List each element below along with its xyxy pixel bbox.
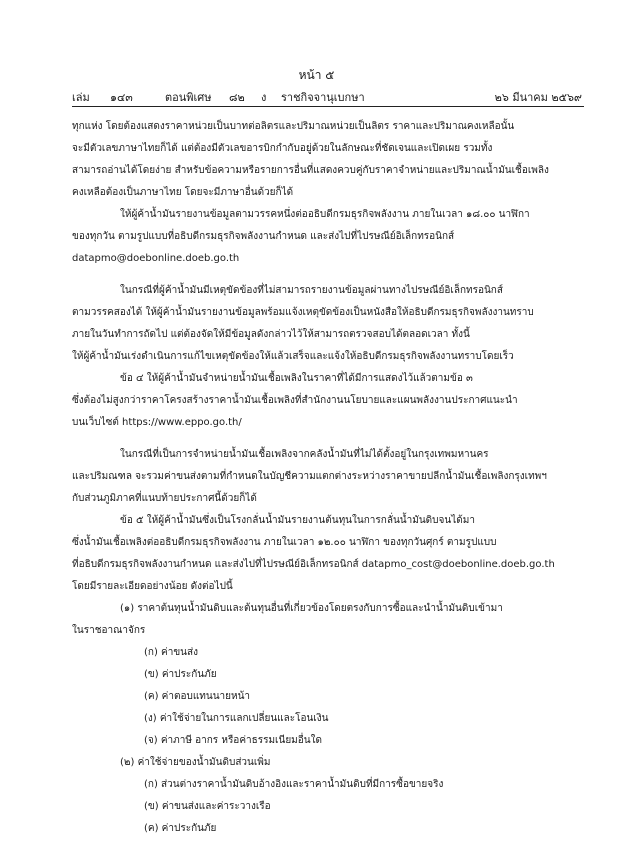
document-body xyxy=(72,116,584,840)
paragraph xyxy=(72,116,584,204)
text-line: สามารถอ่านได้โดยง่าย สำหรับข้อความหรือรายการอื่นที่แสดงควบคู่กับราคาจำหน่ายและปริมาณน้ำมันเชื้อเพลิง xyxy=(72,165,549,176)
paragraph xyxy=(72,204,584,270)
volume-number: ๑๔๓ xyxy=(110,91,133,104)
text-line: คงเหลือต้องเป็นภาษาไทย โดยจะมีภาษาอื่นด้วยก็ได้ xyxy=(72,187,294,198)
list-item: (ข) ค่าประกันภัย xyxy=(144,669,217,680)
text-line: และปริมณฑล จะรวมค่าขนส่งตามที่กำหนดในบัญชีความแตกต่างระหว่างราคาขายปลีกน้ำมันเชื้อเพลิงกรุงเทพฯ xyxy=(72,471,547,482)
text-line: ในกรณีที่เป็นการจำหน่ายน้ำมันเชื้อเพลิงจากคลังน้ำมันที่ไม่ได้ตั้งอยู่ในกรุงเทพมหานคร xyxy=(120,449,489,460)
paragraph xyxy=(72,510,584,598)
list-item: (จ) ค่าภาษี อากร หรือค่าธรรมเนียมอื่นใด xyxy=(144,735,322,746)
text-line: ทุกแห่ง โดยต้องแสดงราคาหน่วยเป็นบาทต่อลิตรและปริมาณหน่วยเป็นลิตร ราคาและปริมาณคงเหลือนั้น xyxy=(72,121,515,132)
list-heading: (๒) ค่าใช้จ่ายของน้ำมันดิบส่วนเพิ่ม xyxy=(120,757,271,768)
list-heading: ในราชอาณาจักร xyxy=(72,625,146,636)
header-rule xyxy=(72,106,584,107)
text-line: ข้อ ๔ ให้ผู้ค้าน้ำมันจำหน่ายน้ำมันเชื้อเพลิงในราคาที่ได้มีการแสดงไว้แล้วตามข้อ ๓ xyxy=(120,373,473,384)
list-item: (ค) ค่าประกันภัย xyxy=(144,823,217,834)
page-number: หน้า ๕ xyxy=(298,68,335,82)
paragraph xyxy=(72,444,584,510)
gazette-header xyxy=(72,88,582,106)
publication-date: ๒๖ มีนาคม ๒๕๖๙ xyxy=(494,91,582,104)
text-line: ซึ่งน้ำมันเชื้อเพลิงต่ออธิบดีกรมธุรกิจพลังงาน ภายในเวลา ๑๒.๐๐ นาฬิกา ของทุกวันศุกร์ ตามรูปแบบ xyxy=(72,537,497,548)
email-address: datapmo@doebonline.doeb.go.th xyxy=(72,253,240,264)
list-item: (ก) ส่วนต่างราคาน้ำมันดิบอ้างอิงและราคาน้ำมันดิบที่มีการซื้อขายจริง xyxy=(144,779,444,790)
text-line: ในกรณีที่ผู้ค้าน้ำมันมีเหตุขัดข้องที่ไม่สามารถรายงานข้อมูลผ่านทางไปรษณีย์อิเล็กทรอนิกส์ xyxy=(120,285,503,296)
section-label: ตอนพิเศษ xyxy=(165,91,212,104)
text-line: จะมีตัวเลขภาษาไทยก็ได้ แต่ต้องมีตัวเลขอารบิกกำกับอยู่ด้วยในลักษณะที่ชัดเจนและเปิดเผย รวมทั้ง xyxy=(72,143,493,154)
list-section xyxy=(72,598,584,752)
list-heading: (๑) ราคาต้นทุนน้ำมันดิบและต้นทุนอื่นที่เกี่ยวข้องโดยตรงกับการซื้อและนำน้ำมันดิบเข้ามา xyxy=(120,603,503,614)
paragraph-gap xyxy=(72,434,584,444)
volume-label: เล่ม xyxy=(72,91,90,104)
list-item: (ง) ค่าใช้จ่ายในการแลกเปลี่ยนและโอนเงิน xyxy=(144,713,329,724)
list-section xyxy=(72,752,584,840)
paragraph xyxy=(72,368,584,434)
text-line: ตามวรรคสองได้ ให้ผู้ค้าน้ำมันรายงานข้อมูลพร้อมแจ้งเหตุขัดข้องเป็นหนังสือให้อธิบดีกรมธุรกิจพลังงานทราบ xyxy=(72,307,534,318)
paragraph xyxy=(72,280,584,368)
text-line: บนเว็บไซต์ https://www.eppo.go.th/ xyxy=(72,417,242,428)
text-line: ภายในวันทำการถัดไป แต่ต้องจัดให้มีข้อมูลดังกล่าวไว้ให้สามารถตรวจสอบได้ตลอดเวลา ทั้งนี้ xyxy=(72,329,470,340)
text-line: ของทุกวัน ตามรูปแบบที่อธิบดีกรมธุรกิจพลังงานกำหนด และส่งไปที่ไปรษณีย์อิเล็กทรอนิกส์ xyxy=(72,231,455,242)
text-line: ที่อธิบดีกรมธุรกิจพลังงานกำหนด และส่งไปที่ไปรษณีย์อิเล็กทรอนิกส์ datapmo_cost@doebonline.doeb.go.th xyxy=(72,559,555,570)
text-line: ข้อ ๕ ให้ผู้ค้าน้ำมันซึ่งเป็นโรงกลั่นน้ำมันรายงานต้นทุนในการกลั่นน้ำมันดิบจนได้มา xyxy=(120,515,475,526)
text-line: ให้ผู้ค้าน้ำมันรายงานข้อมูลตามวรรคหนึ่งต่ออธิบดีกรมธุรกิจพลังงาน ภายในเวลา ๑๘.๐๐ นาฬิกา xyxy=(120,209,530,220)
list-item: (ข) ค่าขนส่งและค่าระวางเรือ xyxy=(144,801,271,812)
text-line: ให้ผู้ค้าน้ำมันเร่งดำเนินการแก้ไขเหตุขัดข้องให้แล้วเสร็จและแจ้งให้อธิบดีกรมธุรกิจพลังงานทราบโดยเร็ว xyxy=(72,351,514,362)
list-item: (ก) ค่าขนส่ง xyxy=(144,647,198,658)
text-line: กับส่วนภูมิภาคที่แนบท้ายประกาศนี้ด้วยก็ได้ xyxy=(72,493,257,504)
section-number: ๘๒ xyxy=(229,91,245,104)
text-line: โดยมีรายละเอียดอย่างน้อย ดังต่อไปนี้ xyxy=(72,581,233,592)
section-type: ง xyxy=(261,91,267,104)
text-line: ซึ่งต้องไม่สูงกว่าราคาโครงสร้างราคาน้ำมันเชื้อเพลิงที่สำนักงานนโยบายและแผนพลังงานประกาศแนะนำ xyxy=(72,395,518,406)
paragraph-gap xyxy=(72,270,584,280)
gazette-name: ราชกิจจานุเบกษา xyxy=(281,91,365,104)
list-item: (ค) ค่าตอบแทนนายหน้า xyxy=(144,691,251,702)
